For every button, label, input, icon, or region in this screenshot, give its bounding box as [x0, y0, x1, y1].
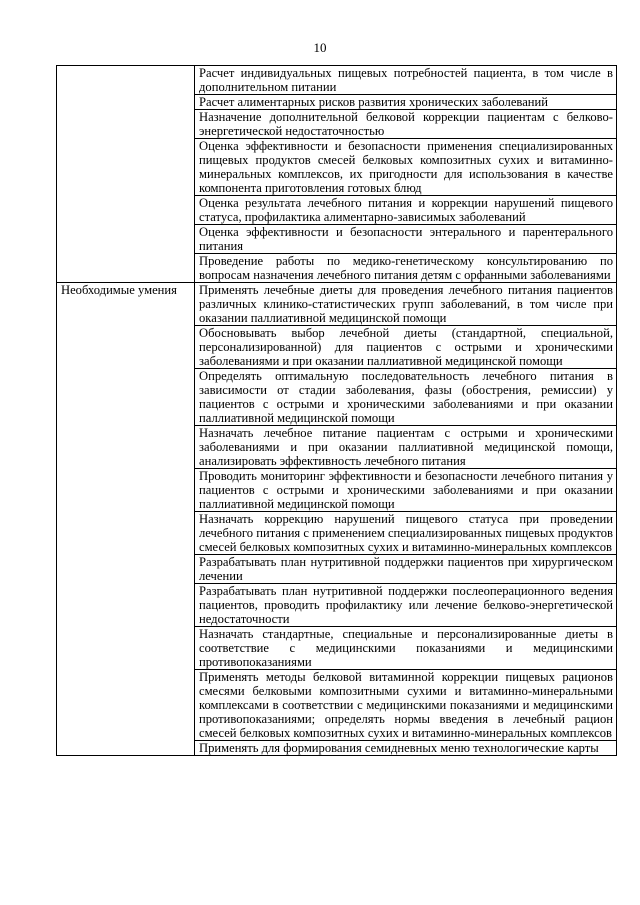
table-cell: Применять для формирования семидневных меню технологические карты	[195, 741, 617, 756]
table-cell: Разрабатывать план нутритивной поддержки послеоперационного ведения пациентов, проводить профилактику или лечение белково-энергетической недостаточности	[195, 584, 617, 627]
table-cell: Назначение дополнительной белковой коррекции пациентам с белково-энергетической недостаточностью	[195, 110, 617, 139]
group-label-cell	[57, 66, 195, 283]
table-cell: Проведение работы по медико-генетическому консультированию по вопросам назначения лечебного питания детям с орфанными заболеваниями	[195, 254, 617, 283]
table-row	[57, 66, 617, 95]
table-cell: Оценка эффективности и безопасности применения специализированных пищевых продуктов смесей белковых композитных сухих и витаминно-минеральных комплексов, их пригодности для использования в качестве компонента приготовления готовых блюд	[195, 139, 617, 196]
table-cell: Оценка эффективности и безопасности энтерального и парентерального питания	[195, 225, 617, 254]
table-row	[57, 283, 617, 326]
table-cell: Назначать стандартные, специальные и персонализированные диеты в соответствие с медицинскими показаниями и медицинскими противопоказаниями	[195, 627, 617, 670]
competency-table	[56, 65, 617, 756]
table-cell: Расчет индивидуальных пищевых потребностей пациента, в том числе в дополнительном питании	[195, 66, 617, 95]
page-number: 10	[313, 40, 327, 55]
table-cell: Применять методы белковой витаминной коррекции пищевых рационов смесями белковыми композитными сухими и витаминно-минеральными комплексами в соответствии с медицинскими показаниями и медицинскими противопоказаниями; определять нормы введения в лечебный рацион смесей белковых композитных сухих и витаминно-минеральных комплексов	[195, 670, 617, 741]
table-cell: Определять оптимальную последовательность лечебного питания в зависимости от стадии заболевания, фазы (обострения, ремиссии) у пациентов с острыми и хроническими заболеваниями и при оказании паллиативной медицинской помощи	[195, 369, 617, 426]
table-cell: Оценка результата лечебного питания и коррекции нарушений пищевого статуса, профилактика алиментарно-зависимых заболеваний	[195, 196, 617, 225]
table-cell: Расчет алиментарных рисков развития хронических заболеваний	[195, 95, 617, 110]
table-cell: Обосновывать выбор лечебной диеты (стандартной, специальной, персонализированной) для пациентов с острыми и хроническими заболеваниями и при оказании паллиативной медицинской помощи	[195, 326, 617, 369]
table-cell: Проводить мониторинг эффективности и безопасности лечебного питания у пациентов с острыми и хроническими заболеваниями и при оказании паллиативной медицинской помощи	[195, 469, 617, 512]
group-label-cell: Необходимые умения	[57, 283, 195, 756]
table-cell: Назначать лечебное питание пациентам с острыми и хроническими заболеваниями и при оказании паллиативной медицинской помощи, анализировать эффективность лечебного питания	[195, 426, 617, 469]
table-cell: Разрабатывать план нутритивной поддержки пациентов при хирургическом лечении	[195, 555, 617, 584]
table-cell: Назначать коррекцию нарушений пищевого статуса при проведении лечебного питания с применением специализированных пищевых продуктов смесей белковых композитных сухих и витаминно-минеральных комплексов	[195, 512, 617, 555]
table-cell: Применять лечебные диеты для проведения лечебного питания пациентов различных клинико-статистических групп заболеваний, в том числе при оказании паллиативной медицинской помощи	[195, 283, 617, 326]
